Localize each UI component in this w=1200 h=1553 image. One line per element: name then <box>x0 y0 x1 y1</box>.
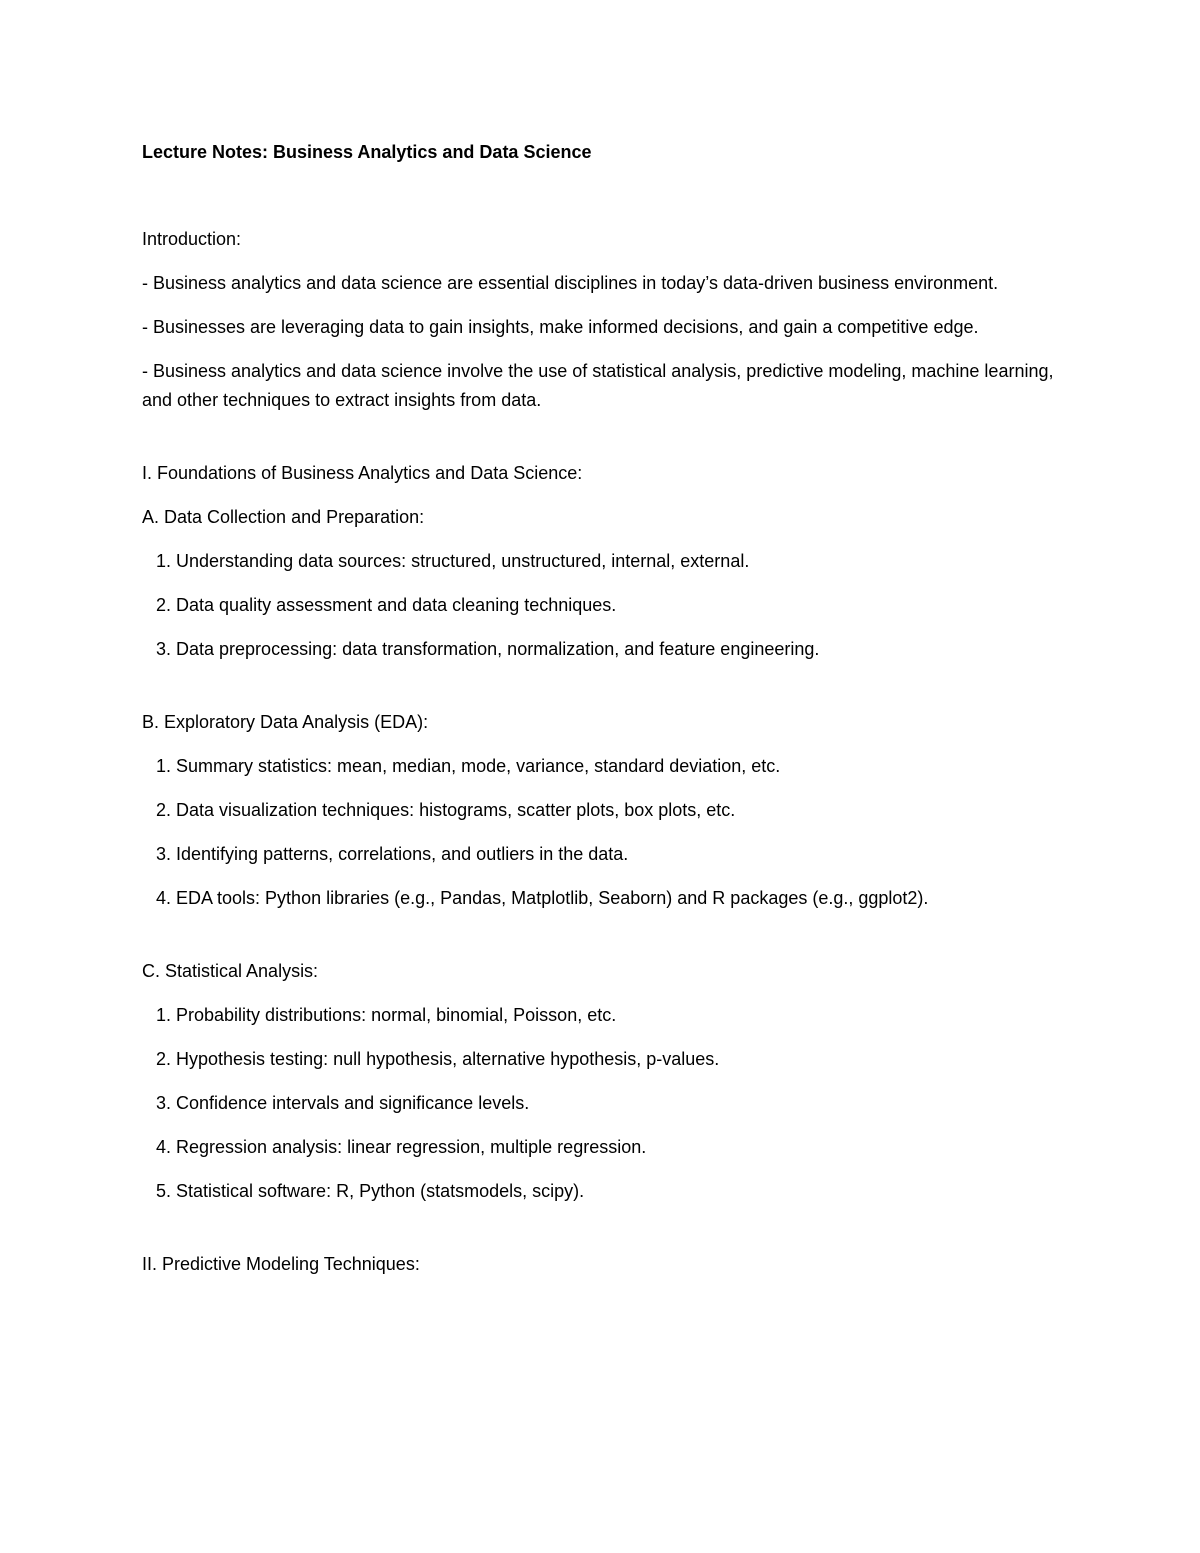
intro-paragraph-1: - Business analytics and data science are essential disciplines in today’s data-driven business environment. <box>142 273 999 293</box>
list-item: 1. Probability distributions: normal, binomial, Poisson, etc. <box>156 1005 617 1025</box>
list-item: 1. Understanding data sources: structured, unstructured, internal, external. <box>156 551 750 571</box>
spacer <box>142 430 1062 459</box>
document-body <box>142 138 1062 1294</box>
intro-paragraph-3: - Business analytics and data science involve the use of statistical analysis, predictive modeling, machine learning, and other techniques to extract insights from data. <box>142 361 1054 410</box>
spacer <box>142 1221 1062 1250</box>
document-title: Lecture Notes: Business Analytics and Data Science <box>142 142 592 162</box>
section-1-heading: I. Foundations of Business Analytics and Data Science: <box>142 463 583 483</box>
section-1a-heading: A. Data Collection and Preparation: <box>142 507 425 527</box>
section-1b-heading: B. Exploratory Data Analysis (EDA): <box>142 712 429 732</box>
list-item: 2. Data visualization techniques: histograms, scatter plots, box plots, etc. <box>156 800 736 820</box>
list-item: 5. Statistical software: R, Python (statsmodels, scipy). <box>156 1181 585 1201</box>
section-1c-heading: C. Statistical Analysis: <box>142 961 319 981</box>
list-item: 3. Identifying patterns, correlations, and outliers in the data. <box>156 844 629 864</box>
list-item: 1. Summary statistics: mean, median, mode, variance, standard deviation, etc. <box>156 756 781 776</box>
spacer <box>142 679 1062 708</box>
intro-paragraph-2: - Businesses are leveraging data to gain insights, make informed decisions, and gain a competitive edge. <box>142 317 979 337</box>
list-item: 2. Data quality assessment and data cleaning techniques. <box>156 595 617 615</box>
list-item: 2. Hypothesis testing: null hypothesis, alternative hypothesis, p-values. <box>156 1049 720 1069</box>
list-item: 4. Regression analysis: linear regression, multiple regression. <box>156 1137 647 1157</box>
list-item: 4. EDA tools: Python libraries (e.g., Pandas, Matplotlib, Seaborn) and R packages (e.g., ggplot2). <box>156 888 929 908</box>
spacer <box>142 928 1062 957</box>
intro-heading: Introduction: <box>142 229 242 249</box>
list-item: 3. Confidence intervals and significance levels. <box>156 1093 530 1113</box>
list-item: 3. Data preprocessing: data transformation, normalization, and feature engineering. <box>156 639 820 659</box>
section-2-heading: II. Predictive Modeling Techniques: <box>142 1254 420 1274</box>
